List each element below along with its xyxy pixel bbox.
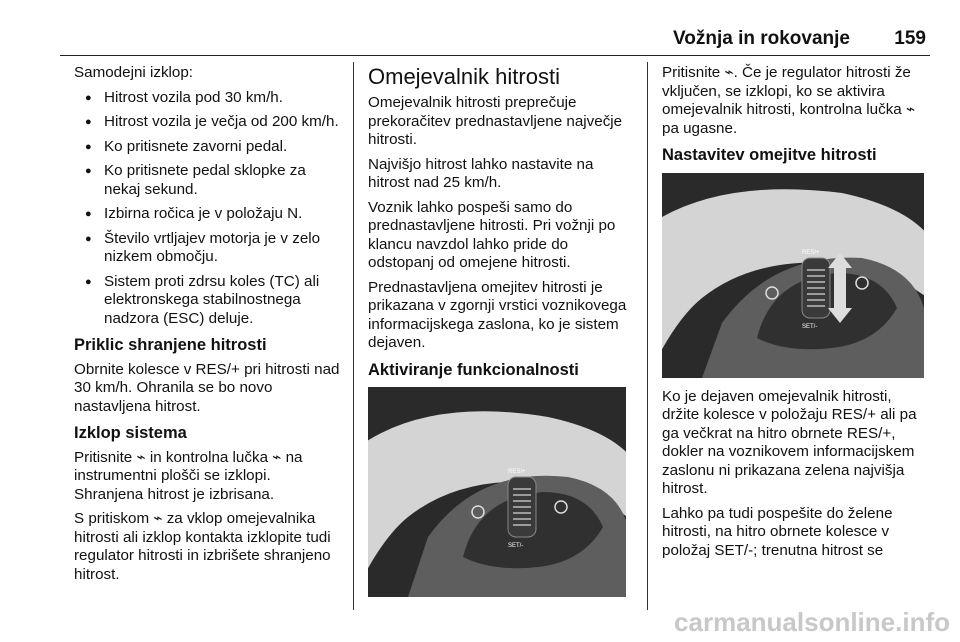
- auto-off-list: [74, 89, 344, 329]
- paragraph: Obrnite kolesce v RES/+ pri hitrosti nad 30 km/h. Ohranila se bo novo nastavljena hitrost.: [74, 360, 340, 415]
- paragraph: Ko je dejaven omejevalnik hitrosti, držite kolesce v položaju RES/+ ali pa ga večkrat na hitro obrnete RES/+, dokler na voznikovem informacijskem zaslonu ni prikazana zelena najvišja hitrost.: [662, 387, 917, 497]
- steering-wheel-illustration: [368, 387, 626, 597]
- list-item: ● Ko pritisnete zavorni pedal.: [74, 138, 344, 157]
- set-label: SET/-: [508, 543, 524, 549]
- list-item: ● Izbirna ročica je v položaju N.: [74, 205, 344, 224]
- heading-recall: Priklic shranjene hitrosti: [74, 336, 267, 354]
- res-label: RES/+: [508, 469, 526, 475]
- list-item: ● Ko pritisnete pedal sklopke za nekaj sekund.: [74, 162, 344, 199]
- list-item: ● Sistem proti zdrsu koles (TC) ali elektronskega stabilnostnega nadzora (ESC) deluje.: [74, 273, 344, 329]
- list-item: ● Hitrost vozila pod 30 km/h.: [74, 89, 344, 108]
- page-number: 159: [894, 28, 926, 49]
- paragraph: Voznik lahko pospeši samo do prednastavljene hitrosti. Pri vožnji po klancu navzdol lahko pride do odstopanj od omejene hitrosti.: [368, 198, 616, 271]
- heading-activation: Aktiviranje funkcionalnosti: [368, 360, 579, 379]
- heading-set-limit: Nastavitev omejitve hitrosti: [662, 146, 877, 164]
- list-item: ● Hitrost vozila je večja od 200 km/h.: [74, 113, 344, 132]
- page-header: [60, 22, 930, 56]
- steering-wheel-illustration: [662, 173, 924, 378]
- res-label: RES/+: [802, 249, 820, 256]
- paragraph: Najvišjo hitrost lahko nastavite na hitrost nad 25 km/h.: [368, 155, 594, 191]
- column-right: [662, 64, 932, 566]
- paragraph: Pritisnite ⌁. Če je regulator hitrosti že vključen, se izklopi, ko se aktivira omejevalnik hitrosti, kontrolna lučka ⌁ pa ugasne.: [662, 64, 916, 137]
- watermark: carmanualsonline.info: [674, 607, 950, 637]
- column-middle: [368, 64, 636, 607]
- list-item: ● Število vrtljajev motorja je v zelo nizkem območju.: [74, 230, 344, 267]
- auto-off-intro: Samodejni izklop:: [74, 64, 194, 81]
- heading-off: Izklop sistema: [74, 424, 187, 442]
- section-title: Vožnja in rokovanje: [672, 28, 850, 49]
- paragraph: Pritisnite ⌁ in kontrolna lučka ⌁ na instrumentni plošči se izklopi. Shranjena hitrost je izbrisana.: [74, 448, 303, 503]
- header-rule: [60, 55, 930, 56]
- set-label: SET/-: [802, 323, 818, 330]
- paragraph: Lahko pa tudi pospešite do želene hitrosti, na hitro obrnete kolesce v položaj SET/-; trenutna hitrost se: [662, 504, 893, 559]
- paragraph: Prednastavljena omejitev hitrosti je prikazana v zgornji vrstici voznikovega informacijskega zaslona, ko je sistem dejaven.: [368, 278, 627, 351]
- paragraph: S pritiskom ⌁ za vklop omejevalnika hitrosti ali izklop kontakta izklopite tudi regulator hitrosti in izbrišete shranjeno hitrost.: [74, 510, 331, 583]
- column-divider: [353, 62, 354, 610]
- column-left: [74, 64, 344, 590]
- heading-speed-limiter: Omejevalnik hitrosti: [368, 64, 560, 89]
- column-divider: [647, 62, 648, 610]
- paragraph: Omejevalnik hitrosti preprečuje prekoračitev prednastavljene največje hitrosti.: [368, 94, 623, 148]
